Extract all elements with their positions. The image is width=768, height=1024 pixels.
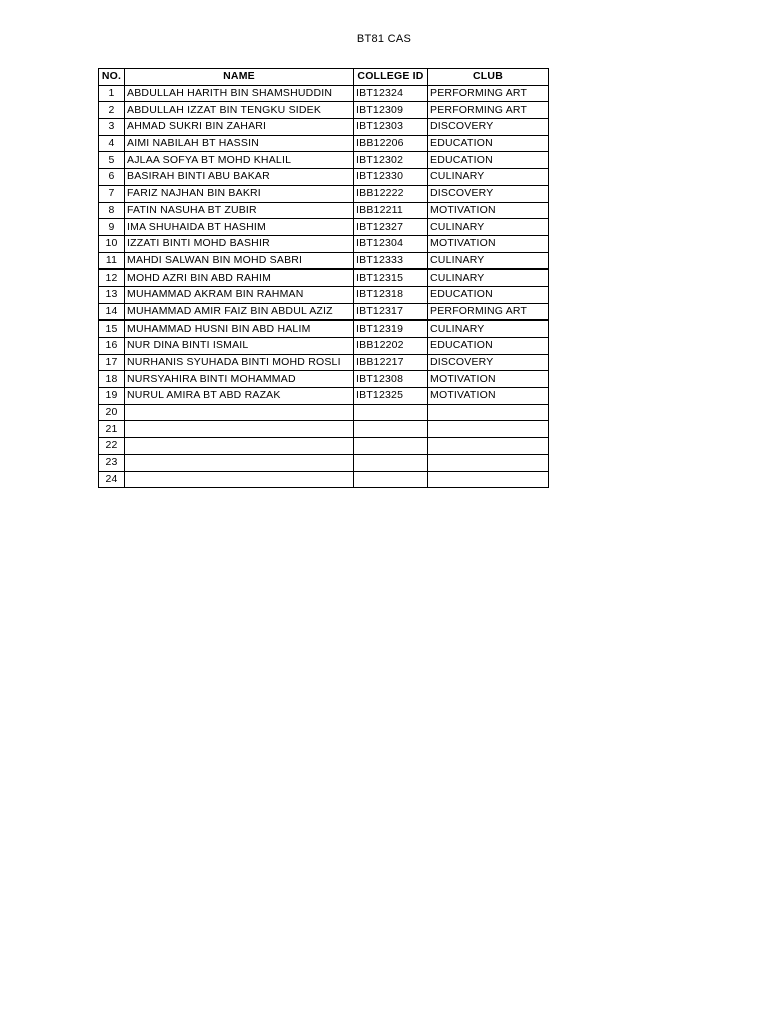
cell-no: 3 <box>99 119 125 136</box>
cell-no: 4 <box>99 135 125 152</box>
cell-name: FATIN NASUHA BT ZUBIR <box>125 202 354 219</box>
cell-name: AIMI NABILAH BT HASSIN <box>125 135 354 152</box>
cell-club: MOTIVATION <box>428 235 549 252</box>
cell-club: EDUCATION <box>428 135 549 152</box>
student-club-table <box>98 68 549 488</box>
header-club: CLUB <box>428 69 549 86</box>
cell-club <box>428 454 549 471</box>
cell-college-id: IBT12319 <box>354 320 428 337</box>
cell-no: 11 <box>99 252 125 269</box>
cell-club <box>428 404 549 421</box>
cell-college-id: IBB12206 <box>354 135 428 152</box>
cell-name <box>125 421 354 438</box>
cell-club: CULINARY <box>428 219 549 236</box>
cell-no: 9 <box>99 219 125 236</box>
table-row <box>99 252 549 269</box>
cell-college-id: IBT12324 <box>354 85 428 102</box>
cell-club: EDUCATION <box>428 152 549 169</box>
cell-college-id: IBT12330 <box>354 169 428 186</box>
cell-club: DISCOVERY <box>428 185 549 202</box>
cell-no: 6 <box>99 169 125 186</box>
cell-name: ABDULLAH HARITH BIN SHAMSHUDDIN <box>125 85 354 102</box>
table-row <box>99 320 549 337</box>
cell-name <box>125 471 354 488</box>
cell-college-id: IBB12217 <box>354 354 428 371</box>
cell-no: 12 <box>99 269 125 286</box>
cell-no: 13 <box>99 286 125 303</box>
table-row <box>99 286 549 303</box>
cell-college-id: IBT12308 <box>354 371 428 388</box>
cell-club: CULINARY <box>428 252 549 269</box>
cell-no: 8 <box>99 202 125 219</box>
cell-name: ABDULLAH IZZAT BIN TENGKU SIDEK <box>125 102 354 119</box>
header-no: NO. <box>99 69 125 86</box>
cell-college-id: IBT12302 <box>354 152 428 169</box>
cell-college-id: IBB12211 <box>354 202 428 219</box>
table-row <box>99 338 549 355</box>
cell-college-id: IBT12318 <box>354 286 428 303</box>
document-title: BT81 CAS <box>356 33 412 45</box>
cell-name: NUR DINA BINTI ISMAIL <box>125 338 354 355</box>
cell-no: 24 <box>99 471 125 488</box>
cell-name: AJLAA SOFYA BT MOHD KHALIL <box>125 152 354 169</box>
cell-club: PERFORMING ART <box>428 303 549 320</box>
table-row <box>99 303 549 320</box>
table-row <box>99 135 549 152</box>
table-row <box>99 102 549 119</box>
cell-college-id: IBT12333 <box>354 252 428 269</box>
table-row <box>99 235 549 252</box>
cell-club <box>428 438 549 455</box>
cell-club: EDUCATION <box>428 286 549 303</box>
cell-name: BASIRAH BINTI ABU BAKAR <box>125 169 354 186</box>
table-header-row <box>99 69 549 86</box>
table-row <box>99 421 549 438</box>
cell-club: DISCOVERY <box>428 354 549 371</box>
cell-name: NURHANIS SYUHADA BINTI MOHD ROSLI <box>125 354 354 371</box>
table-row <box>99 404 549 421</box>
cell-college-id <box>354 454 428 471</box>
table-row <box>99 269 549 286</box>
cell-no: 19 <box>99 388 125 405</box>
cell-name: AHMAD SUKRI BIN ZAHARI <box>125 119 354 136</box>
table-row <box>99 388 549 405</box>
cell-no: 5 <box>99 152 125 169</box>
cell-club: MOTIVATION <box>428 202 549 219</box>
cell-college-id <box>354 404 428 421</box>
cell-name: MUHAMMAD AMIR FAIZ BIN ABDUL AZIZ <box>125 303 354 320</box>
cell-club: CULINARY <box>428 320 549 337</box>
cell-no: 14 <box>99 303 125 320</box>
cell-college-id: IBB12222 <box>354 185 428 202</box>
table-row <box>99 354 549 371</box>
cell-name: MUHAMMAD HUSNI BIN ABD HALIM <box>125 320 354 337</box>
cell-no: 16 <box>99 338 125 355</box>
cell-college-id: IBT12325 <box>354 388 428 405</box>
cell-no: 18 <box>99 371 125 388</box>
cell-club <box>428 421 549 438</box>
cell-club: DISCOVERY <box>428 119 549 136</box>
cell-no: 17 <box>99 354 125 371</box>
cell-no: 7 <box>99 185 125 202</box>
cell-college-id: IBT12327 <box>354 219 428 236</box>
cell-name: FARIZ NAJHAN BIN BAKRI <box>125 185 354 202</box>
table-row <box>99 471 549 488</box>
table-body <box>99 85 549 488</box>
cell-no: 2 <box>99 102 125 119</box>
cell-name <box>125 438 354 455</box>
cell-club: PERFORMING ART <box>428 102 549 119</box>
table-row <box>99 119 549 136</box>
table-row <box>99 454 549 471</box>
cell-college-id <box>354 421 428 438</box>
cell-no: 23 <box>99 454 125 471</box>
cell-no: 21 <box>99 421 125 438</box>
cell-no: 10 <box>99 235 125 252</box>
header-name: NAME <box>125 69 354 86</box>
cell-college-id: IBT12315 <box>354 269 428 286</box>
cell-name: NURSYAHIRA BINTI MOHAMMAD <box>125 371 354 388</box>
table-row <box>99 438 549 455</box>
cell-name <box>125 454 354 471</box>
cell-college-id: IBT12304 <box>354 235 428 252</box>
cell-college-id <box>354 471 428 488</box>
cell-no: 15 <box>99 320 125 337</box>
table-row <box>99 219 549 236</box>
table-row <box>99 371 549 388</box>
cell-club <box>428 471 549 488</box>
cell-name: MOHD AZRI BIN ABD RAHIM <box>125 269 354 286</box>
cell-name: IMA SHUHAIDA BT HASHIM <box>125 219 354 236</box>
cell-no: 1 <box>99 85 125 102</box>
table-row <box>99 152 549 169</box>
cell-college-id: IBT12303 <box>354 119 428 136</box>
cell-name: MAHDI SALWAN BIN MOHD SABRI <box>125 252 354 269</box>
cell-college-id: IBB12202 <box>354 338 428 355</box>
cell-no: 20 <box>99 404 125 421</box>
cell-college-id <box>354 438 428 455</box>
cell-club: CULINARY <box>428 269 549 286</box>
cell-name <box>125 404 354 421</box>
cell-club: EDUCATION <box>428 338 549 355</box>
cell-club: MOTIVATION <box>428 371 549 388</box>
table-row <box>99 169 549 186</box>
cell-club: CULINARY <box>428 169 549 186</box>
cell-club: PERFORMING ART <box>428 85 549 102</box>
cell-name: NURUL AMIRA BT ABD RAZAK <box>125 388 354 405</box>
cell-name: IZZATI BINTI MOHD BASHIR <box>125 235 354 252</box>
cell-college-id: IBT12317 <box>354 303 428 320</box>
cell-no: 22 <box>99 438 125 455</box>
cell-club: MOTIVATION <box>428 388 549 405</box>
cell-college-id: IBT12309 <box>354 102 428 119</box>
cell-name: MUHAMMAD AKRAM BIN RAHMAN <box>125 286 354 303</box>
table-row <box>99 185 549 202</box>
table-row <box>99 202 549 219</box>
table-row <box>99 85 549 102</box>
header-college-id: COLLEGE ID <box>354 69 428 86</box>
